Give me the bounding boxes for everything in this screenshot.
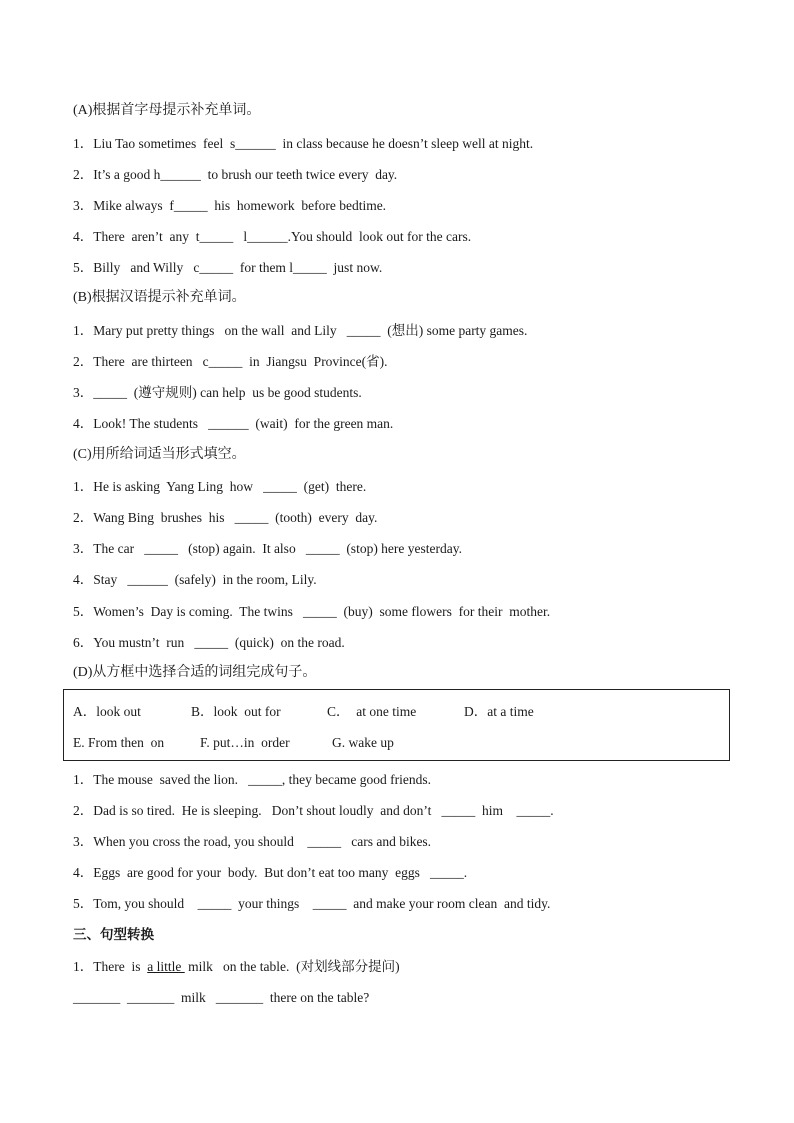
section-c-item-3: 3．The car _____ (stop) again. It also _____ (stop) here yesterday.	[73, 541, 463, 556]
option-e: E. From then on	[73, 735, 165, 750]
option-f: F. put…in order	[200, 735, 290, 750]
section-c-item-6: 6．You mustn’t run _____ (quick) on the road.	[73, 635, 345, 650]
q1-underlined: a little	[147, 959, 185, 974]
section-a-item-3: 3．Mike always f_____ his homework before bedtime.	[73, 198, 387, 213]
section-d-item-3: 3．When you cross the road, you should _____ cars and bikes.	[73, 834, 432, 849]
section-c-item-5: 5．Women’s Day is coming. The twins _____ (buy) some flowers for their mother.	[73, 604, 551, 619]
section-b-item-2: 2．There are thirteen c_____ in Jiangsu Province(省).	[73, 354, 388, 369]
option-box	[63, 689, 730, 761]
option-g: G. wake up	[332, 735, 394, 750]
section-b-item-1: 1．Mary put pretty things on the wall and Lily _____ (想出) some party games.	[73, 323, 528, 338]
section-b-item-4: 4．Look! The students ______ (wait) for the green man.	[73, 416, 394, 431]
option-d: D．at a time	[464, 704, 534, 719]
section-d-heading: (D)从方框中选择合适的词组完成句子。	[73, 665, 317, 680]
section-b-heading: (B)根据汉语提示补充单词。	[73, 290, 246, 305]
section-a-item-1: 1．Liu Tao sometimes feel s______ in class because he doesn’t sleep well at night.	[73, 136, 534, 151]
q1-post: milk on the table. (对划线部分提问)	[184, 959, 400, 974]
section-three-answer-1: _______ _______ milk _______ there on the table?	[73, 990, 370, 1005]
section-b-item-3: 3．_____ (遵守规则) can help us be good students.	[73, 385, 362, 400]
option-b: B．look out for	[191, 704, 281, 719]
option-a: A．look out	[73, 704, 141, 719]
section-d-item-4: 4．Eggs are good for your body. But don’t eat too many eggs _____.	[73, 865, 468, 880]
section-d-item-1: 1．The mouse saved the lion. _____, they became good friends.	[73, 772, 432, 787]
section-three-item-1	[73, 958, 400, 976]
section-a-heading: (A)根据首字母提示补充单词。	[73, 103, 261, 118]
section-d-item-2: 2．Dad is so tired. He is sleeping. Don’t shout loudly and don’t _____ him _____.	[73, 803, 554, 818]
section-d-item-5: 5．Tom, you should _____ your things _____ and make your room clean and tidy.	[73, 896, 551, 911]
section-three-heading: 三、句型转换	[73, 927, 154, 943]
q1-pre: 1．There is	[73, 959, 148, 974]
section-a-item-4: 4．There aren’t any t_____ l______.You should look out for the cars.	[73, 229, 472, 244]
section-a-item-2: 2．It’s a good h______ to brush our teeth twice every day.	[73, 167, 398, 182]
section-a-item-5: 5．Billy and Willy c_____ for them l_____ just now.	[73, 260, 383, 275]
section-c-item-2: 2．Wang Bing brushes his _____ (tooth) every day.	[73, 510, 378, 525]
section-c-item-1: 1．He is asking Yang Ling how _____ (get) there.	[73, 479, 367, 494]
section-c-heading: (C)用所给词适当形式填空。	[73, 447, 246, 462]
option-c: C． at one time	[327, 704, 417, 719]
section-c-item-4: 4．Stay ______ (safely) in the room, Lily.	[73, 572, 317, 587]
